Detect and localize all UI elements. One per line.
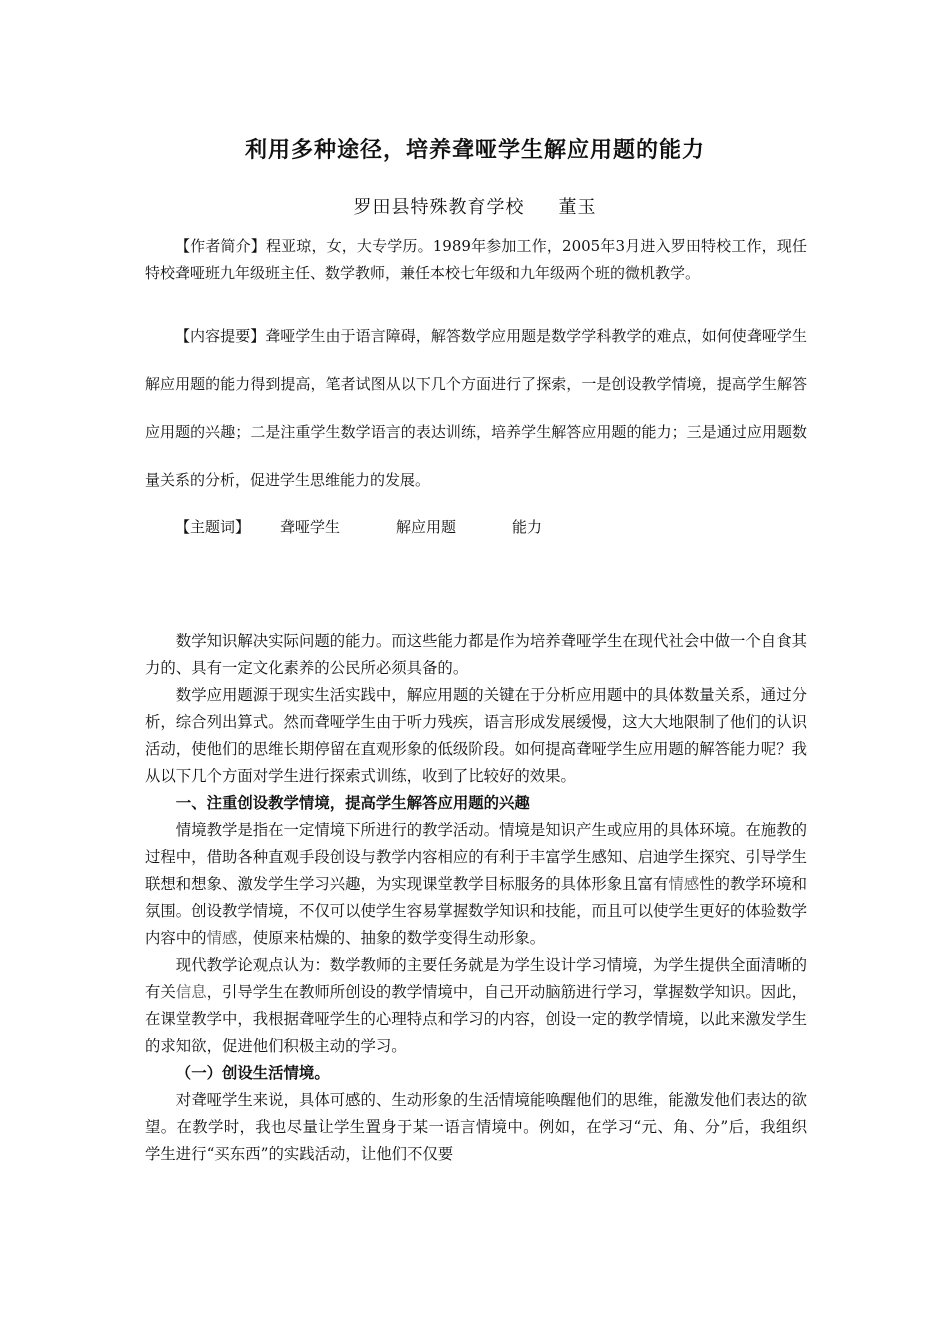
- abstract-label: 【内容提要】: [175, 327, 266, 345]
- hyperlink-text[interactable]: 情感: [206, 929, 238, 947]
- author-school: 罗田县特殊教育学校: [353, 197, 525, 218]
- body-paragraph: 数学知识解决实际问题的能力。而这些能力都是作为培养聋哑学生在现代社会中做一个自食其力的、具有一定文化素养的公民所必须具备的。: [145, 632, 807, 677]
- body-paragraph: [145, 952, 807, 1060]
- document-title: 利用多种途径，培养聋哑学生解应用题的能力: [244, 138, 705, 163]
- keyword-item: 聋哑学生: [280, 518, 341, 536]
- paragraph-text: ，引导学生在教师所创设的教学情境中，自己开动脑筋进行学习，掌握数学知识。因此，在课堂教学中，我根据聋哑学生的心理特点和学习的内容，创设一定的教学情境，以此来激发学生的求知欲，促进他们积极主动的学习。: [145, 983, 807, 1055]
- paragraph-text: 性的教学环境和氛围。创设教学情境，不仅可以使学生容易掌握数学知识和技能，而且可以使学生更好的体验数学内容中的: [145, 875, 807, 947]
- keywords: [145, 515, 807, 539]
- body-paragraph: 对聋哑学生来说，具体可感的、生动形象的生活情境能唤醒他们的思维，能激发他们表达的欲望。在教学时，我也尽量让学生置身于某一语言情境中。例如，在学习“元、角、分”后，我组织学生进行“买东西”的实践活动，让他们不仅要: [145, 1091, 807, 1163]
- section-heading: 一、注重创设教学情境，提高学生解答应用题的兴趣: [175, 794, 530, 812]
- subsection-heading: （一）创设生活情境。: [175, 1064, 330, 1082]
- hyperlink-text[interactable]: 情感: [668, 875, 700, 893]
- paragraph-text: 现代教学论观点认为：数学教师的主要任务就是为学生设计学习情境，为学生提供全面清晰的有关: [145, 956, 807, 1001]
- author-intro: [145, 233, 807, 287]
- abstract: [145, 312, 807, 504]
- author-line: [0, 193, 950, 219]
- intro-text: 程亚琼，女，大专学历。1989年参加工作，2005年3月进入罗田特校工作，现任特校聋哑班九年级班主任、数学教师，兼任本校七年级和九年级两个班的微机教学。: [145, 237, 807, 282]
- body-paragraph: 数学应用题源于现实生活实践中，解应用题的关键在于分析应用题中的具体数量关系，通过分析，综合列出算式。然而聋哑学生由于听力残疾，语言形成发展缓慢，这大大地限制了他们的认识活动，使他们的思维长期停留在直观形象的低级阶段。如何提高聋哑学生应用题的解答能力呢？我从以下几个方面对学生进行探索式训练，收到了比较好的效果。: [145, 686, 807, 785]
- keyword-item: 能力: [512, 518, 543, 536]
- keyword-item: 解应用题: [396, 518, 457, 536]
- paragraph-text: ，使原来枯燥的、抽象的数学变得生动形象。: [237, 929, 546, 947]
- hyperlink-text[interactable]: 信息: [175, 983, 207, 1001]
- keywords-label: 【主题词】: [175, 518, 251, 536]
- body-text: [145, 628, 807, 1168]
- paragraph-text: 情境教学是指在一定情境下所进行的教学活动。情境是知识产生或应用的具体环境。在施教的过程中，借助各种直观手段创设与教学内容相应的有利于丰富学生感知、启迪学生探究、引导学生联想和想象、激发学生学习兴趣，为实现课堂教学目标服务的具体形象且富有: [145, 821, 807, 893]
- intro-label: 【作者简介】: [175, 237, 266, 255]
- abstract-text: 聋哑学生由于语言障碍，解答数学应用题是数学学科教学的难点，如何使聋哑学生解应用题的能力得到提高，笔者试图从以下几个方面进行了探索，一是创设教学情境，提高学生解答应用题的兴趣；二是注重学生数学语言的表达训练，培养学生解答应用题的能力；三是通过应用题数量关系的分析，促进学生思维能力的发展。: [145, 327, 807, 489]
- author-name: 董玉: [558, 197, 597, 218]
- body-paragraph: [145, 817, 807, 952]
